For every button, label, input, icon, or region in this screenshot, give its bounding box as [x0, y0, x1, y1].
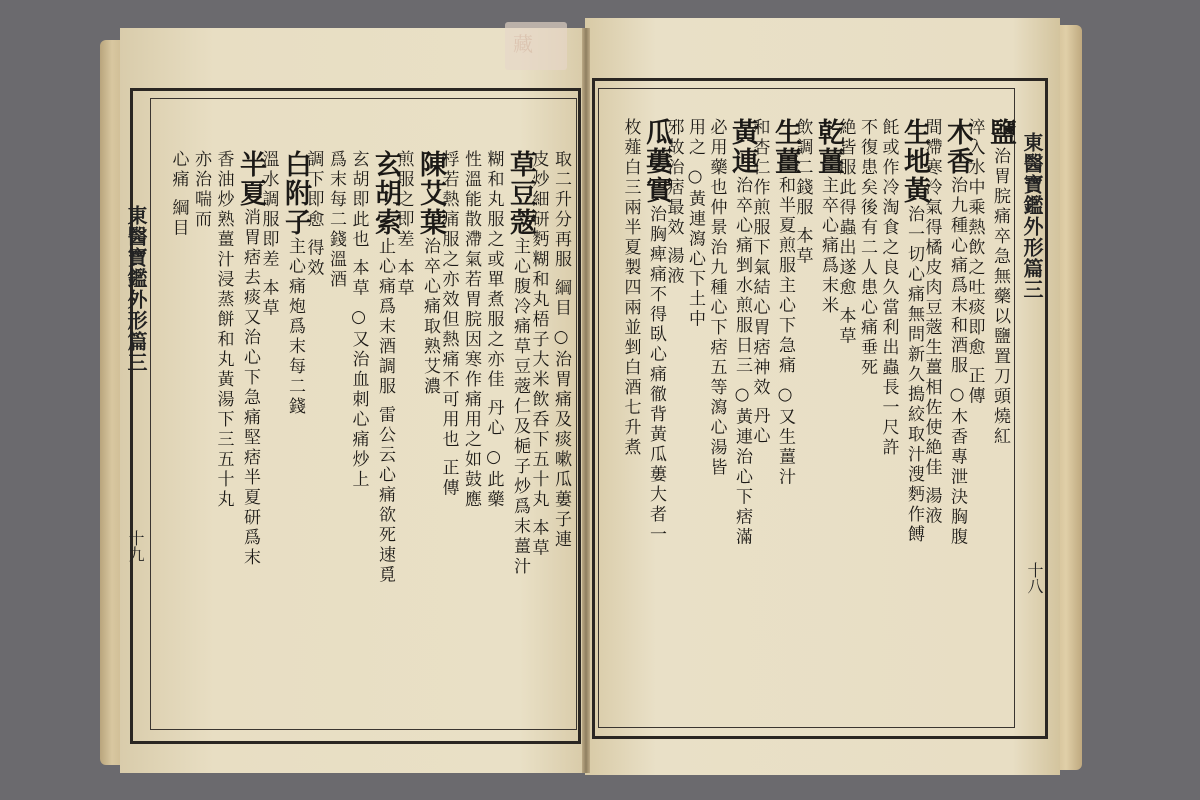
text-column — [190, 150, 212, 230]
entry-text: 飲調二錢服 本草 — [792, 118, 813, 267]
text-column — [985, 118, 1015, 447]
text-column — [684, 118, 706, 329]
entry-text: 間滯寒冷氣得橘皮肉豆蔲生薑相佐使絶佳 湯液 — [921, 118, 942, 527]
entry-text: 治卒心痛取熟艾濃 — [420, 237, 440, 397]
entry-text: 治胃脘痛卒急無藥以鹽置刀頭燒紅 — [990, 147, 1010, 447]
entry-text: 不復患矣後有二人患心痛垂死 — [857, 118, 877, 378]
text-column — [235, 150, 265, 568]
entry-text: 皮炒細研麪糊和丸梧子大米飲呑下五十丸 本草 — [528, 150, 549, 559]
text-column — [213, 150, 235, 510]
folio-left: 十九 — [126, 530, 145, 562]
entry-heading: 木香 — [942, 118, 973, 176]
running-head-right: 東醫寶鑑外形篇三 — [1020, 132, 1044, 300]
entry-heading: 草豆蔲 — [505, 150, 536, 237]
entry-text: 香油炒熟薑汁浸蒸餅和丸黃湯下三五十丸 — [213, 150, 234, 510]
text-column — [370, 150, 400, 585]
entry-text: 取二升分再服 綱目 ○治胃痛及痰嗽瓜蔞子連 — [551, 150, 571, 550]
entry-text: 治九種心痛爲末和酒服 ○木香專泄決胸腹 — [947, 176, 967, 548]
text-column — [460, 150, 482, 510]
entry-text: 治一切心痛無問新久搗絞取汁溲麪作餺 — [904, 205, 924, 545]
entry-text: 用之 ○黃連瀉心下土中 — [685, 118, 705, 330]
text-column — [770, 118, 800, 487]
text-column — [899, 118, 929, 545]
entry-text: 心痛 綱目 — [168, 150, 189, 239]
text-column — [168, 150, 190, 238]
entry-text: 糊和丸服之或單煮服之亦佳 丹心 ○此藥 — [483, 150, 504, 510]
entry-text: 溫水調服即差 本草 — [258, 150, 279, 319]
entry-text: 和杏仁作煎服下氣結心胃痞神效 丹心 — [749, 118, 770, 447]
entry-text: 和半夏煎服主心下急痛 ○又生薑汁 — [775, 176, 795, 488]
library-stamp — [505, 22, 567, 70]
entry-text: 調下即愈 得效 — [303, 150, 324, 279]
entry-heading: 玄胡索 — [370, 150, 401, 237]
entry-text: 消胃痞去痰又治心下急痛堅痞半夏研爲末 — [240, 208, 260, 568]
entry-heading: 白附子 — [280, 150, 311, 237]
entry-text: 玄胡即此也 本草 ○又治血刺心痛炒上 — [348, 150, 369, 490]
entry-heading: 鹽 — [985, 118, 1016, 147]
text-column — [505, 150, 535, 577]
entry-text: 亦治喘而 — [191, 150, 211, 230]
text-column — [415, 150, 445, 397]
entry-text: 淬入水中乘熱飲之吐痰即愈 正傳 — [964, 118, 985, 407]
entry-text: 治胸痺痛不得臥心痛徹背黃瓜蔞大者一 — [646, 205, 666, 545]
entry-text: 爲末每二錢溫酒 — [326, 150, 346, 290]
entry-heading: 黃連 — [727, 118, 758, 176]
text-column — [483, 150, 505, 510]
text-column — [878, 118, 900, 458]
entry-heading: 瓜蔞實 — [641, 118, 672, 205]
text-column — [856, 118, 878, 378]
entry-heading: 半夏 — [235, 150, 266, 208]
text-column — [727, 118, 757, 547]
text-column — [280, 150, 310, 417]
entry-text: 治卒心痛剉水煎服日三 ○黃連治心下痞滿 — [732, 176, 752, 548]
entry-text: 煎服之即差 本草 — [393, 150, 414, 299]
entry-text: 飥或作冷淘食之良久當利出蟲長一尺許 — [878, 118, 899, 458]
entry-text: 主卒心痛爲末米 — [818, 176, 838, 316]
folio-right: 十八 — [1025, 562, 1044, 594]
entry-heading: 乾薑 — [813, 118, 844, 176]
running-head-left: 東醫寶鑑外形篇三 — [124, 205, 148, 373]
entry-heading: 陳艾葉 — [415, 150, 446, 237]
entry-heading: 生地黃 — [899, 118, 930, 205]
entry-text: 必用藥也仲景治九種心下痞五等瀉心湯皆 — [706, 118, 727, 478]
text-column — [550, 150, 572, 550]
entry-text: 桴若熱痛服之亦效但熱痛不可用也 正傳 — [438, 150, 459, 499]
entry-text: 枚薤白三兩半夏製四兩並剉白酒七升煮 — [620, 118, 641, 458]
text-column — [641, 118, 671, 545]
entry-text: 性溫能散滯氣若胃脘因寒作痛用之如鼓應 — [461, 150, 481, 510]
text-column — [813, 118, 843, 316]
text-column — [942, 118, 972, 547]
book-gutter — [582, 28, 590, 773]
entry-text: 主心腹冷痛草豆蔲仁及梔子炒爲末薑汁 — [510, 237, 530, 577]
text-column — [348, 150, 370, 490]
entry-text: 絶皆服此得蟲出遂愈 本草 — [835, 118, 856, 347]
entry-text: 邪故治痞最效 湯液 — [663, 118, 684, 287]
text-column — [620, 118, 642, 458]
entry-text: 止心痛爲末酒調服 雷公云心痛欲死速覓 — [375, 237, 395, 586]
text-column — [325, 150, 347, 290]
entry-heading: 生薑 — [770, 118, 801, 176]
stamp-text: 藏 — [513, 32, 533, 56]
entry-text: 主心痛炮爲末每二錢 — [285, 237, 305, 417]
text-column — [706, 118, 728, 478]
